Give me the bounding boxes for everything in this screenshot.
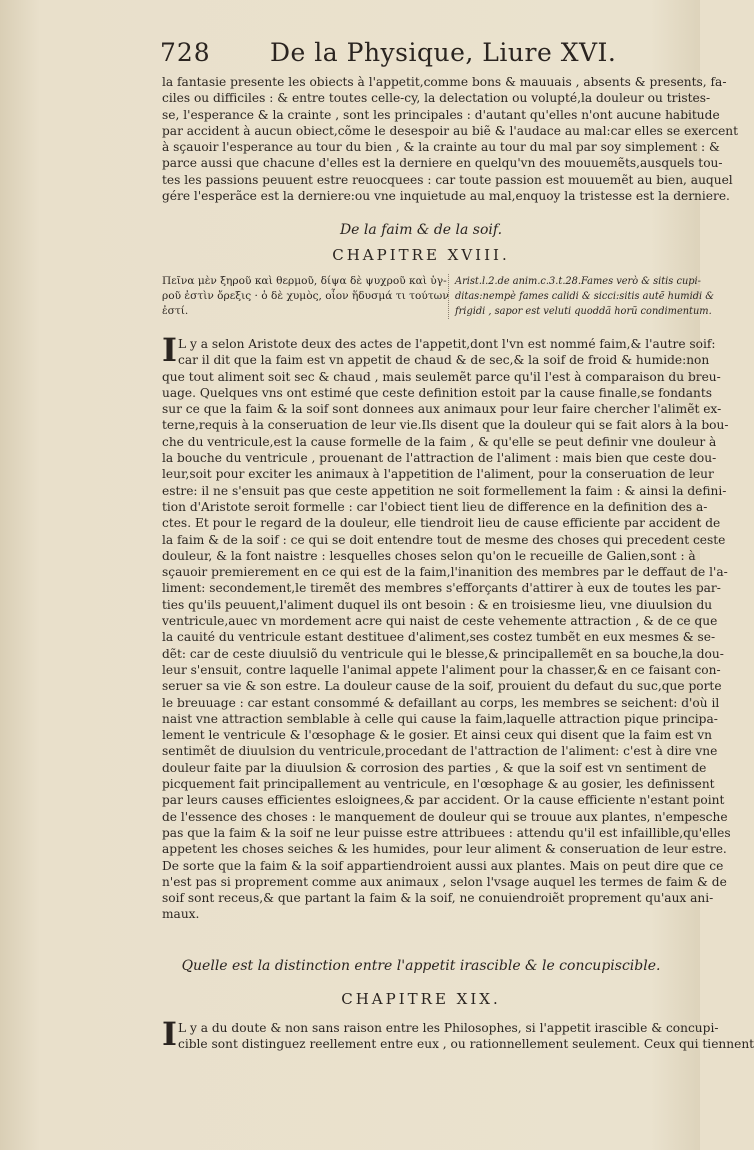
text-line: seruer sa vie & son estre. La douleur cause de la soif, prouient du defaut du suc,que porte — [162, 679, 722, 694]
greek-quote-line: ροῦ ἐστὶν ὄρεξις · ὁ δὲ χυμὸς, οἷον ἥδυσμά τι τούτων — [162, 290, 449, 302]
text-line: n'est pas si proprement comme aux animaux , selon l'vsage auquel les termes de faim & de — [162, 874, 727, 889]
text-line: sur ce que la faim & la soif sont donnees aux animaux pour leur faire chercher l'alimẽt ex- — [162, 402, 722, 417]
running-title: De la Physique, Liure XVI. — [270, 38, 617, 67]
section-title-faim-soif: De la faim & de la soif. — [339, 222, 503, 238]
section-title-irascible: Quelle est la distinction entre l'appetit irascible & le concupiscible. — [181, 958, 661, 974]
text-line: De sorte que la faim & la soif appartiendroient aussi aux plantes. Mais on peut dire que ce — [162, 858, 724, 873]
text-line: che du ventricule,est la cause formelle de la faim , & qu'elle se peut definir vne douleur à — [162, 434, 717, 449]
text-line: le breuuage : car estant consommé & defaillant au corps, les membres se seichent: d'où il — [162, 695, 720, 710]
text-line: la fantasie presente les obiects à l'appetit,comme bons & mauuais , absents & presents, fa- — [162, 75, 727, 89]
text-line: ctes. Et pour le regard de la douleur, elle tiendroit lieu de cause efficiente par accident de — [162, 516, 721, 531]
text-line: dẽt: car de ceste diuulsiõ du ventricule qui le blesse,& principallemẽt en sa bouche,la dou- — [162, 646, 724, 661]
text-line: pas que la faim & la soif ne leur puisse estre attribuees : attendu qu'il est infaillible,qu'elles — [162, 825, 731, 840]
text-line: douleur, & la font naistre : lesquelles choses selon qu'on le recueille de Galien,sont : à — [162, 548, 696, 563]
text-line: de l'essence des choses : le manquement de douleur qui se trouue aux plantes, n'empesche — [162, 809, 728, 824]
greek-quote — [162, 274, 449, 319]
text-line: estre: il ne s'ensuit pas que ceste appetition ne soit formellement la faim : & ainsi la defini- — [162, 483, 727, 498]
text-line: parce aussi que chacune d'elles est la derniere en quelqu'vn des mouuemẽts,ausquels tou- — [162, 156, 723, 171]
text-line: naist vne attraction semblable à celle qui cause la faim,laquelle attraction pique principa- — [162, 711, 718, 726]
latin-quote-line: frigidi , sapor est veluti quoddã horũ condimentum. — [455, 306, 712, 317]
chapter-heading-xviii: CHAPITRE XVIII. — [332, 246, 510, 264]
chapter-xviii-text — [162, 331, 731, 923]
text-line: se, l'esperance & la crainte , sont les principales : d'autant qu'elles n'ont aucune habitude — [162, 107, 720, 122]
text-line: leur,soit pour exciter les animaux à l'appetition de l'aliment, pour la conseruation de leur — [162, 467, 714, 482]
text-line: appetent les choses seiches & les humides, pour leur aliment & conseruation de leur estre. — [162, 842, 727, 857]
chapter-heading-xix: CHAPITRE XIX. — [341, 990, 501, 1008]
text-line: cible sont distinguez reellement entre eux , ou rationnellement seulement. Ceux qui tiennent — [178, 1037, 754, 1052]
text-line: L y a du doute & non sans raison entre les Philosophes, si l'appetit irascible & concupi- — [178, 1021, 719, 1035]
latin-quote — [448, 274, 714, 319]
text-line: picquement fait principallement au ventricule, en l'œsophage & au gosier, les definissent — [162, 777, 715, 792]
text-line: uage. Quelques vns ont estimé que ceste definition estoit par la cause finalle,se fondants — [162, 385, 713, 400]
text-line: tes les passions peuuent estre reuocquees : car toute passion est mouuemẽt au bien, auquel — [162, 172, 733, 187]
text-line: soif sont receus,& que partant la faim & la soif, ne conuiendroiẽt proprement qu'aux ani- — [162, 891, 714, 906]
text-line: gére l'esperãce est la derniere:ou vne inquietude au mal,enquoy la tristesse est la derniere. — [162, 189, 730, 204]
greek-quote-line: ἐστί. — [162, 305, 189, 317]
text-line: la faim & de la soif : ce qui se doit entendre tout de mesme des choses qui precedent ceste — [162, 532, 726, 547]
text-line: lement le ventricule & l'œsophage & le gosier. Et ainsi ceux qui disent que la faim est vn — [162, 728, 712, 743]
text-line: la bouche du ventricule , prouenant de l'attraction de l'aliment : mais bien que ceste dou- — [162, 451, 717, 466]
text-line: car il dit que la faim est vn appetit de chaud & de sec,& la soif de froid & humide:non — [178, 353, 710, 368]
text-line: ciles ou difficiles : & entre toutes celle-cy, la delectation ou volupté,la douleur ou tristes- — [162, 91, 711, 106]
greek-quote-line: Πεῖνα μὲν ξηροῦ καὶ θερμοῦ, δίψα δὲ ψυχροῦ καὶ ὑγ- — [162, 275, 447, 287]
page-number: 728 — [160, 38, 211, 67]
text-line: par accident à aucun obiect,cõme le desespoir au biẽ & l'audace au mal:car elles se exercent — [162, 123, 739, 138]
text-line: par leurs causes efficientes esloignees,& par accident. Or la cause efficiente n'estant point — [162, 793, 725, 808]
intro-paragraph — [162, 74, 739, 204]
drop-cap-xviii: I — [162, 331, 177, 369]
drop-cap-xix: I — [162, 1015, 177, 1053]
epigraph-block — [162, 274, 714, 332]
text-line: la cauité du ventricule estant destituee d'aliment,ses costez tumbẽt en eux mesmes & se- — [162, 630, 716, 645]
text-line: sçauoir premierement en ce qui est de la faim,l'inanition des membres par le deffaut de l'a- — [162, 565, 728, 580]
latin-quote-line: Arist.l.2.de anim.c.3.t.28.Fames verò & sitis cupi- — [455, 276, 701, 287]
text-line: sentimẽt de diuulsion du ventricule,procedant de l'attraction de l'aliment: c'est à dire vne — [162, 744, 718, 759]
page-header — [160, 38, 680, 72]
chapter-xix-text — [162, 1015, 754, 1053]
text-line: ties qu'ils peuuent,l'aliment duquel ils ont besoin : & en troisiesme lieu, vne diuulsion du — [162, 597, 713, 612]
text-line: terne,requis à la conseruation de leur vie.Ils disent que la douleur qui se fait alors à la bou- — [162, 418, 729, 433]
text-line: ventricule,auec vn mordement acre qui naist de ceste vehemente attraction , & de ce que — [162, 614, 718, 629]
text-line: que tout aliment soit sec & chaud , mais seulemẽt parce qu'il l'est à comparaison du breu- — [162, 369, 721, 384]
text-line: à sçauoir l'esperance au tour du bien , & la crainte au tour du mal par soy simplement : & — [162, 140, 720, 155]
text-line: douleur faite par la diuulsion & corrosion des parties , & que la soif est vn sentiment de — [162, 760, 707, 775]
text-line: leur s'ensuit, contre laquelle l'animal appete l'aliment pour la chasser,& en ce faisant con- — [162, 662, 721, 677]
text-line: liment: secondement,le tiremẽt des membres s'efforçants d'attirer à eux de toutes les par- — [162, 581, 721, 596]
text-line: maux. — [162, 907, 200, 922]
text-line: L y a selon Aristote deux des actes de l'appetit,dont l'vn est nommé faim,& l'autre soif: — [178, 337, 716, 351]
text-line: tion d'Aristote seroit formelle : car l'obiect tient lieu de difference en la definition des a- — [162, 499, 708, 514]
latin-quote-line: ditas:nempè fames calidi & sicci:sitis autẽ humidi & — [455, 291, 714, 302]
